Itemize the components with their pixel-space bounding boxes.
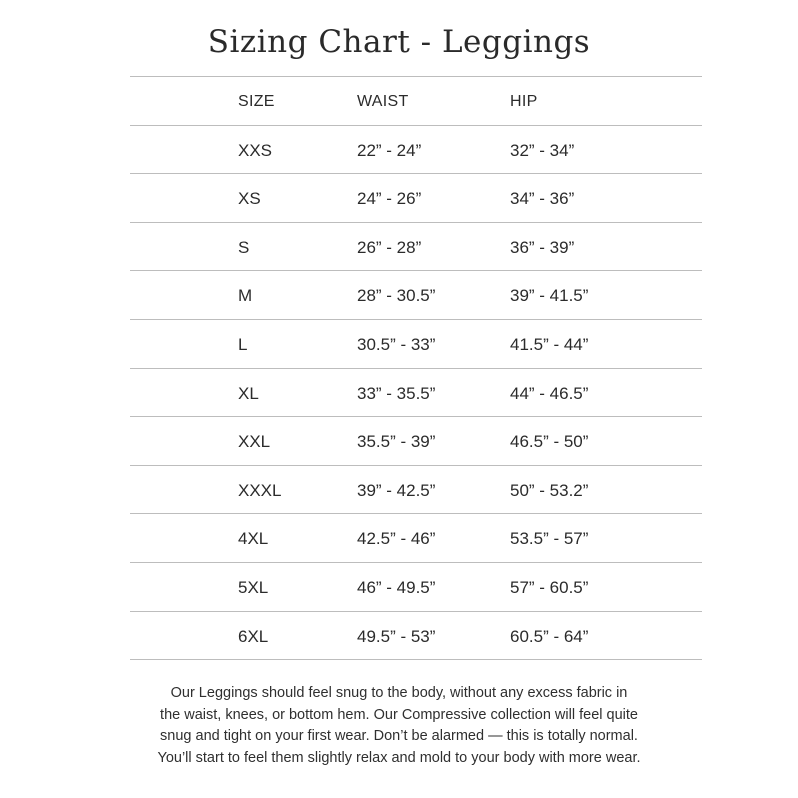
hip-cell: 46.5” - 50” [510,432,589,452]
size-cell: 4XL [238,529,269,549]
waist-cell: 28” - 30.5” [357,286,436,306]
fit-note-line: You’ll start to feel them slightly relax and mold to your body with more wear. [157,749,641,766]
column-header-size: SIZE [238,93,275,110]
fit-note [0,683,798,769]
size-cell: L [238,334,248,354]
table-row [130,417,702,466]
table-row [130,271,702,320]
hip-cell: 34” - 36” [510,189,575,209]
fit-note-line: the waist, knees, or bottom hem. Our Compressive collection will feel quite [160,706,638,723]
hip-cell: 50” - 53.2” [510,480,589,500]
size-cell: M [238,286,253,306]
waist-cell: 22” - 24” [357,140,422,160]
waist-cell: 42.5” - 46” [357,529,436,549]
column-header-hip: HIP [510,93,538,110]
hip-cell: 39” - 41.5” [510,286,589,306]
table-row [130,466,702,515]
page-title: Sizing Chart - Leggings [207,24,591,60]
sizing-table [130,76,702,660]
table-row [130,223,702,272]
table-row [130,174,702,223]
hip-cell: 60.5” - 64” [510,626,589,646]
size-cell: S [238,237,250,257]
fit-note-line: Our Leggings should feel snug to the body, without any excess fabric in [170,685,628,701]
waist-cell: 33” - 35.5” [357,383,436,403]
fit-note-line: snug and tight on your first wear. Don’t be alarmed — this is totally normal. [160,728,638,744]
table-header-row [130,77,702,126]
waist-cell: 35.5” - 39” [357,432,436,452]
size-cell: XXL [238,432,271,452]
waist-cell: 26” - 28” [357,237,422,257]
hip-cell: 44” - 46.5” [510,383,589,403]
waist-cell: 49.5” - 53” [357,626,436,646]
column-header-waist: WAIST [357,93,409,110]
hip-cell: 41.5” - 44” [510,334,589,354]
size-cell: 5XL [238,577,269,597]
hip-cell: 57” - 60.5” [510,577,589,597]
waist-cell: 39” - 42.5” [357,480,436,500]
size-cell: XXXL [238,480,282,500]
size-cell: XL [238,383,259,403]
waist-cell: 30.5” - 33” [357,334,436,354]
hip-cell: 36” - 39” [510,237,575,257]
table-row [130,126,702,175]
size-cell: 6XL [238,626,269,646]
waist-cell: 24” - 26” [357,189,422,209]
size-cell: XS [238,189,261,209]
table-row [130,320,702,369]
table-row [130,563,702,612]
table-row [130,612,702,661]
size-cell: XXS [238,140,273,160]
hip-cell: 32” - 34” [510,140,575,160]
waist-cell: 46” - 49.5” [357,577,436,597]
hip-cell: 53.5” - 57” [510,529,589,549]
table-row [130,369,702,418]
table-row [130,514,702,563]
